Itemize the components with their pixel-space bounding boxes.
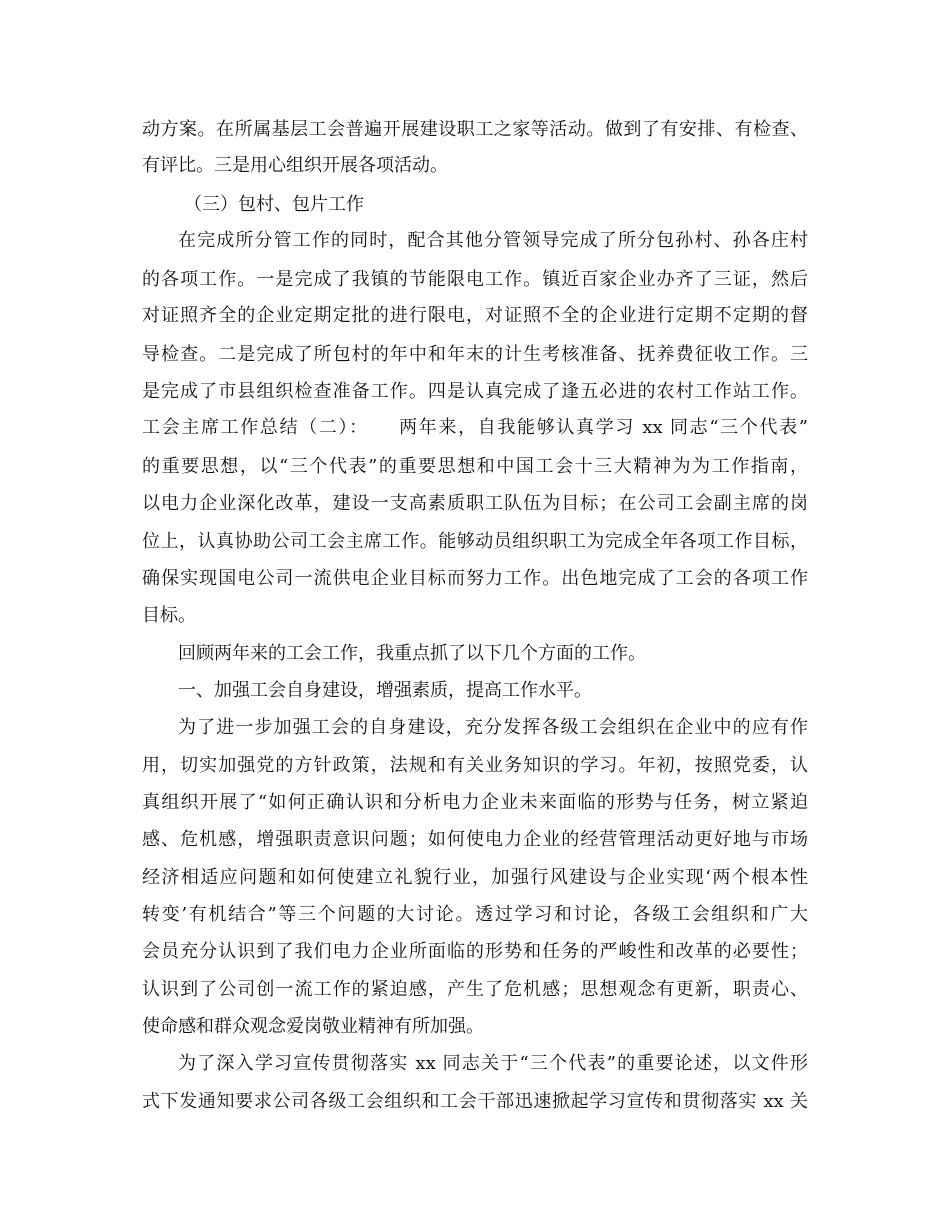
text-line: 的各项工作。一是完成了我镇的节能限电工作。镇近百家企业办齐了三证，然后 [142,269,808,290]
text-line: 式下发通知要求公司各级工会组织和工会干部迅速掀起学习宣传和贯彻落实 xx 关 [142,1091,808,1112]
text-line: 的重要思想，以“三个代表”的重要思想和中国工会十三大精神为为工作指南， [142,456,808,477]
text-line: 位上，认真协助公司工会主席工作。能够动员组织职工为完成全年各项工作目标， [142,531,808,552]
text-line: 是完成了市县组织检查准备工作。四是认真完成了逢五必进的农村工作站工作。 [142,381,808,402]
text-line: 有评比。三是用心组织开展各项活动。 [142,155,448,176]
text-line: 确保实现国电公司一流供电企业目标而努力工作。出色地完成了工会的各项工作 [142,568,808,589]
text-line: 认识到了公司创一流工作的紧迫感，产生了危机感；思想观念有更新，职责心、 [142,979,808,1000]
text-line: 使命感和群众观念爱岗敬业精神有所加强。 [142,1016,484,1037]
text-line: 真组织开展了“如何正确认识和分析电力企业未来面临的形势与任务，树立紧迫 [142,792,808,813]
text-line: 转变’有机结合”等三个问题的大讨论。透过学习和讨论，各级工会组织和广大 [142,904,808,925]
text-line: 感、危机感，增强职责意识问题；如何使电力企业的经营管理活动更好地与市场 [142,829,808,850]
text-line: 在完成所分管工作的同时，配合其他分管领导完成了所分包孙村、孙各庄村 [178,230,808,251]
text-line: 以电力企业深化改革，建设一支高素质职工队伍为目标；在公司工会副主席的岗 [142,493,808,514]
text-line: 导检查。二是完成了所包村的年中和年末的计生考核准备、抚养费征收工作。三 [142,344,808,365]
text-line: 动方案。在所属基层工会普遍开展建设职工之家等活动。做到了有安排、有检查、 [142,119,808,140]
text-line: 对证照齐全的企业定期定批的进行限电，对证照不全的企业进行定期不定期的督 [142,305,808,326]
text-line: 工会主席工作总结（二）： 两年来，自我能够认真学习 xx 同志“三个代表” [142,417,808,438]
text-line: 为了深入学习宣传贯彻落实 xx 同志关于“三个代表”的重要论述，以文件形 [178,1053,808,1074]
text-line: 目标。 [142,605,196,626]
section-heading: （三）包村、包片工作 [184,194,364,215]
text-line: 回顾两年来的工会工作，我重点抓了以下几个方面的工作。 [178,643,646,664]
text-line: 会员充分认识到了我们电力企业所面临的形势和任务的严峻性和改革的必要性； [142,941,808,962]
text-line: 用，切实加强党的方针政策，法规和有关业务知识的学习。年初，按照党委，认 [142,755,808,776]
text-line: 经济相适应问题和如何使建立礼貌行业，加强行风建设与企业实现‘两个根本性 [142,867,808,888]
text-line: 为了进一步加强工会的自身建设，充分发挥各级工会组织在企业中的应有作 [178,717,808,738]
section-heading: 一、加强工会自身建设，增强素质，提高工作水平。 [178,680,592,701]
